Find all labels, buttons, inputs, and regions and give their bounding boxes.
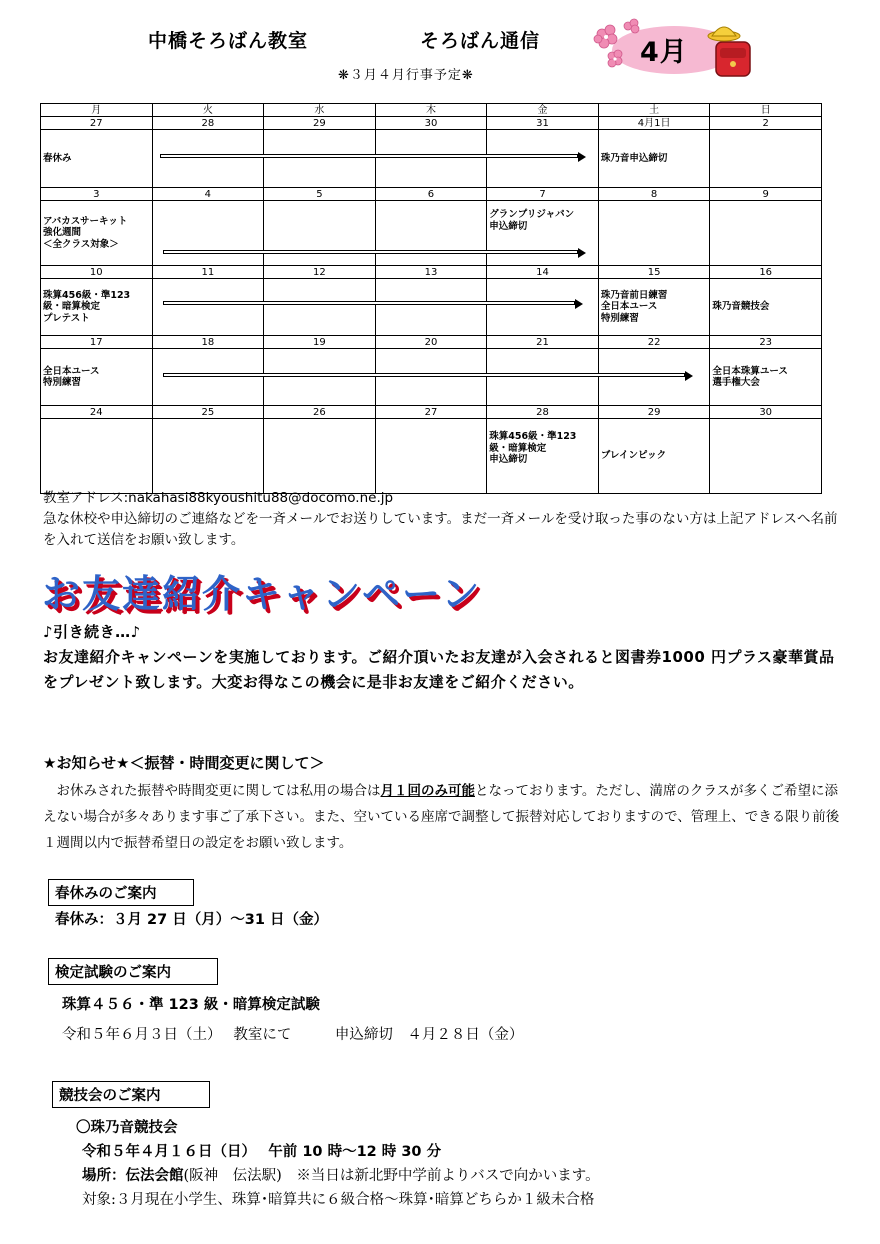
campaign-title: お友達紹介キャンペーン xyxy=(42,572,482,616)
date-row xyxy=(41,406,822,419)
date-cell: 15 xyxy=(598,266,710,279)
event-text: 全日本ユース xyxy=(600,301,658,313)
notice-text: となっております。ただし、満席のクラスが多くご希望に添えない場合が多々あります事ご了承下さい。また、空いている座席で調整して振替対応しておりますので、管理上、できる限り前後１週間以内で振替希望日の設定をお願い致します。 xyxy=(43,783,840,851)
date-cell: 7 xyxy=(487,188,599,201)
event-cell xyxy=(598,419,710,494)
campaign-intro: ♪引き続き…♪ xyxy=(43,623,141,641)
contest-place-label: 場所：伝法会館 xyxy=(82,1168,184,1184)
notice-heading: ★お知らせ★＜振替・時間変更に関して＞ xyxy=(43,754,325,772)
date-cell: 29 xyxy=(264,117,376,130)
contest-place-note: (阪神 伝法駅) ※当日は新北野中学前よりバスで向かいます。 xyxy=(183,1168,600,1184)
contest-date: 令和５年４月１６日（日） 午前 10 時～12 時 30 分 xyxy=(82,1144,442,1160)
event-row xyxy=(41,279,822,336)
event-cell xyxy=(710,349,822,406)
date-cell: 22 xyxy=(598,336,710,349)
event-calendar xyxy=(40,103,822,494)
event-text: 級・暗算検定 xyxy=(43,301,101,313)
event-cell xyxy=(487,201,599,266)
date-cell: 31 xyxy=(487,117,599,130)
date-cell: 10 xyxy=(41,266,153,279)
date-cell: 11 xyxy=(152,266,264,279)
weekday-fri: 金 xyxy=(487,104,599,117)
date-cell: 16 xyxy=(710,266,822,279)
event-text: 申込締切 xyxy=(489,220,528,232)
date-cell: 23 xyxy=(710,336,822,349)
event-text: 特別練習 xyxy=(43,377,82,388)
date-cell: 18 xyxy=(152,336,264,349)
date-cell: 20 xyxy=(375,336,487,349)
event-text: ＜全クラス対象＞ xyxy=(43,238,119,250)
date-cell: 4月1日 xyxy=(598,117,710,130)
event-text: 特別練習 xyxy=(600,312,639,324)
exam-name: 珠算４５６・準 123 級・暗算検定試験 xyxy=(62,997,320,1013)
event-text: 珠算456級・準123 xyxy=(43,289,131,301)
contest-info xyxy=(76,1140,600,1212)
date-cell: 30 xyxy=(375,117,487,130)
month-label: 4月 xyxy=(640,37,688,68)
date-cell: 14 xyxy=(487,266,599,279)
notice-emphasis: 月１回のみ可能 xyxy=(380,783,475,799)
date-cell: 27 xyxy=(375,406,487,419)
date-cell: 12 xyxy=(264,266,376,279)
contest-title: 〇珠乃音競技会 xyxy=(76,1120,178,1136)
event-row xyxy=(41,349,822,406)
schedule-subtitle: ❋３月４月行事予定❋ xyxy=(338,68,474,83)
event-text: 申込締切 xyxy=(489,454,528,465)
event-row xyxy=(41,419,822,494)
exam-heading: 検定試験のご案内 xyxy=(48,958,218,985)
date-cell: 4 xyxy=(152,188,264,201)
weekday-header-row xyxy=(41,104,822,117)
event-text: 珠乃音競技会 xyxy=(712,301,770,313)
date-row xyxy=(41,188,822,201)
newsletter-title: そろばん通信 xyxy=(420,30,541,52)
notice-text: お休みされた振替や時間変更に関しては私用の場合は xyxy=(56,783,381,799)
event-cell xyxy=(41,130,153,188)
date-cell: 28 xyxy=(152,117,264,130)
date-cell: 17 xyxy=(41,336,153,349)
event-cell xyxy=(41,279,153,336)
date-cell: 6 xyxy=(375,188,487,201)
contest-target: 対象:３月現在小学生、珠算･暗算共に６級合格～珠算･暗算どちらか１級未合格 xyxy=(82,1192,595,1208)
event-cell xyxy=(710,279,822,336)
date-cell: 28 xyxy=(487,406,599,419)
date-cell: 5 xyxy=(264,188,376,201)
date-cell: 2 xyxy=(710,117,822,130)
contest-place xyxy=(82,1164,600,1188)
event-cell xyxy=(487,419,599,494)
event-row xyxy=(41,201,822,266)
date-cell: 27 xyxy=(41,117,153,130)
date-cell: 8 xyxy=(598,188,710,201)
event-row xyxy=(41,130,822,188)
date-cell: 21 xyxy=(487,336,599,349)
event-text: 級・暗算検定 xyxy=(489,442,547,454)
date-cell: 26 xyxy=(264,406,376,419)
event-cell xyxy=(41,201,153,266)
event-text: 珠乃音前日練習 xyxy=(600,289,668,301)
event-cell xyxy=(598,130,710,188)
event-text: 全日本珠算ユース xyxy=(712,365,788,377)
event-text: プレテスト xyxy=(43,312,90,324)
date-row xyxy=(41,266,822,279)
date-cell: 3 xyxy=(41,188,153,201)
event-text: 強化週間 xyxy=(43,227,82,239)
weekday-tue: 火 xyxy=(152,104,264,117)
date-row xyxy=(41,336,822,349)
spring-break-dates: 春休み：３月 27 日（月）～31 日（金） xyxy=(55,912,328,928)
event-text: 選手権大会 xyxy=(712,377,760,388)
school-name: 中橋そろばん教室 xyxy=(148,30,309,52)
exam-details xyxy=(62,990,523,1050)
campaign-body xyxy=(43,620,843,695)
weekday-wed: 水 xyxy=(264,104,376,117)
date-cell: 24 xyxy=(41,406,153,419)
email-address: 教室アドレス:nakahasi88kyoushitu88@docomo.ne.jp xyxy=(43,490,394,506)
contact-section xyxy=(43,488,843,551)
date-cell: 19 xyxy=(264,336,376,349)
date-row xyxy=(41,117,822,130)
date-cell: 13 xyxy=(375,266,487,279)
date-cell: 25 xyxy=(152,406,264,419)
weekday-thu: 木 xyxy=(375,104,487,117)
month-badge xyxy=(588,14,764,80)
event-text: ブレインピック xyxy=(600,450,667,462)
exam-date: 令和５年６月３日（土） 教室にて 申込締切 ４月２８日（金） xyxy=(62,1027,524,1043)
date-cell: 29 xyxy=(598,406,710,419)
weekday-mon: 月 xyxy=(41,104,153,117)
event-text: アバカスサーキット xyxy=(43,215,128,227)
date-cell: 9 xyxy=(710,188,822,201)
contest-heading: 競技会のご案内 xyxy=(52,1081,210,1108)
notice-paragraph xyxy=(43,778,843,856)
event-cell xyxy=(598,279,710,336)
event-text: 珠算456級・準123 xyxy=(489,431,577,442)
event-text: 春休み xyxy=(43,152,72,164)
event-text: グランプリジャパン xyxy=(489,209,575,220)
weekday-sun: 日 xyxy=(710,104,822,117)
event-text: 珠乃音申込締切 xyxy=(600,152,668,164)
contact-message: 急な休校や申込締切のご連絡などを一斉メールでお送りしています。まだ一斉メールを受け取った事のない方は上記アドレスへ名前を入れて送信をお願い致します。 xyxy=(43,511,838,548)
campaign-description: お友達紹介キャンペーンを実施しております。ご紹介頂いたお友達が入会されると図書券1000 円プラス豪華賞品をプレゼント致します。大変お得なこの機会に是非お友達をご紹介ください。 xyxy=(43,648,835,691)
event-cell xyxy=(41,349,153,406)
spring-break-heading: 春休みのご案内 xyxy=(48,879,194,906)
weekday-sat: 土 xyxy=(598,104,710,117)
date-cell: 30 xyxy=(710,406,822,419)
event-text: 全日本ユース xyxy=(43,365,100,377)
contest-details xyxy=(76,1116,600,1212)
